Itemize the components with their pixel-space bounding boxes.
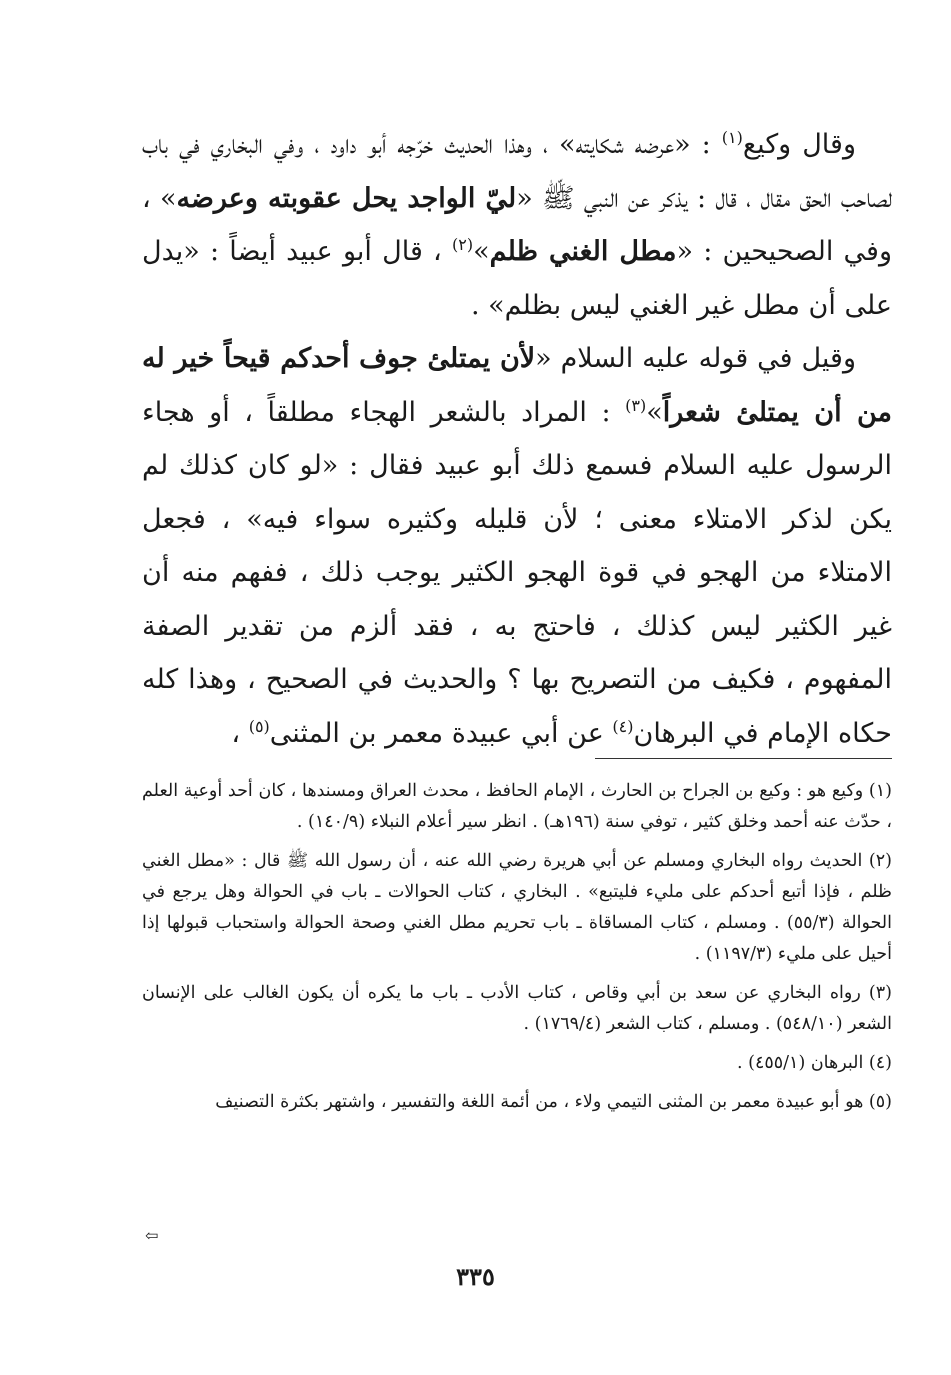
text-run: » ، وفي الصحيحين : « xyxy=(142,182,892,267)
text-run: وقال وكيع xyxy=(742,129,856,160)
main-text-body xyxy=(142,118,892,760)
footnote-4: (٤) البرهان (٤٥٥/١) . xyxy=(736,1053,892,1073)
footnote-ref-4: (٤) xyxy=(612,716,634,736)
bold-hadith-text: ليّ الواجد يحل عقوبته وعرضه xyxy=(176,182,517,214)
footnote-ref-5: (٥) xyxy=(248,716,270,736)
page-number: ٣٣٥ xyxy=(456,1262,495,1291)
footnote-ref-1: (١) xyxy=(721,128,743,147)
footnote-5: (٥) هو أبو عبيدة معمر بن المثنى التيمي ولاء ، من أئمة اللغة والتفسير ، واشتهر بكثرة التصنيف xyxy=(215,1092,892,1112)
footnote-2: (٢) الحديث رواه البخاري ومسلم عن أبي هريرة رضي الله عنه ، أن رسول الله ﷺ قال : «مطل الغني ظلم ، فإذا أتبع أحدكم على مليء فليتبع» . البخاري ، كتاب الحوالات ـ باب في الحوالة وهل يرجع في الحوالة (٥٥/٣) . ومسلم ، كتاب المساقاة ـ باب تحريم مطل الغني وصحة الحوالة واستحباب قبولها إذا أحيل على مليء (١١٩٧/٣) . xyxy=(142,851,892,964)
paragraph-2 xyxy=(142,332,892,760)
footnote-1: (١) وكيع هو : وكيع بن الجراح بن الحارث ، الإمام الحافظ ، محدث العراق ومسندها ، كان أحد أوعية العلم ، حدّث عنه أحمد وخلق كثير ، توفي سنة (١٩٦هـ) . انظر سير أعلام النبلاء (١٤٠/٩) . xyxy=(142,781,892,832)
text-run: ، xyxy=(231,717,249,749)
text-run: وقيل في قوله عليه السلام « xyxy=(535,343,856,374)
text-run: : المراد بالشعر الهجاء مطلقاً ، أو هجاء الرسول عليه السلام فسمع ذلك أبو عبيد فقال : «لو كان كذلك لم يكن لذكر الامتلاء معنى ؛ لأن قليله وكثيره سواء فيه» ، فجعل الامتلاء من الهجو في قوة الهجو الكثير يوجب ذلك ، ففهم منه أن غير الكثير ليس كذلك ، فاحتج به ، فقد ألزم من تقدير الصفة المفهوم ، فكيف من التصريح بها ؟ والحديث في الصحيح ، وهذا كله حكاه الإمام في البرهان xyxy=(142,396,892,749)
footnote-divider xyxy=(595,758,892,759)
text-run: » xyxy=(646,396,663,428)
footnote-3: (٣) رواه البخاري عن سعد بن أبي وقاص ، كتاب الأدب ـ باب ما يكره أن يكون الغالب على الإنسان الشعر (٥٤٨/١٠) . ومسلم ، كتاب الشعر (١٧٦٩/٤) . xyxy=(142,983,892,1034)
footnote-ref-3: (٣) xyxy=(625,395,647,415)
text-run: عن أبي عبيدة معمر بن المثنى xyxy=(269,717,613,749)
text-run: » xyxy=(473,236,490,267)
bold-hadith-text: مطل الغني ظلم xyxy=(489,236,677,267)
text-run: : «عرضه شكايته» ، وهذا الحديث خرّجه أبو داود ، وفي البخاري في باب لصاحب الحق مقال ، قال : يذكر عن النبي ﷺ « xyxy=(142,129,892,214)
footnote-ref-2: (٢) xyxy=(451,235,474,254)
text-run: ، قال أبو عبيد أيضاً : «يدل على أن مطل غير الغني ليس بظلم» . xyxy=(142,236,892,321)
continuation-arrow-icon: ⇦ xyxy=(145,1226,159,1245)
footnotes-section xyxy=(142,776,892,1126)
bold-hadith-text: لأن يمتلئ جوف أحدكم قيحاً خير له من أن يمتلئ شعراً xyxy=(142,343,893,428)
paragraph-1 xyxy=(142,118,892,332)
